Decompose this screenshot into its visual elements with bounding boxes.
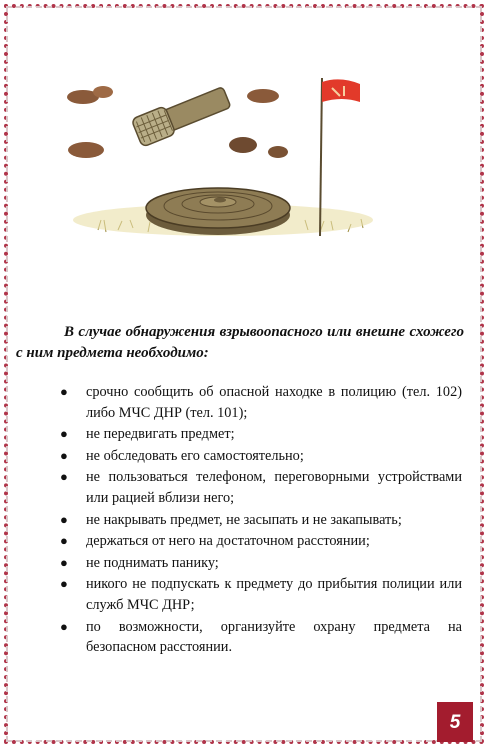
bullet-icon: ● xyxy=(60,447,68,463)
list-item-text: по возможности, организуйте охрану предмета на безопасном расстоянии. xyxy=(86,618,462,656)
list-item xyxy=(48,382,462,423)
list-item xyxy=(48,617,462,658)
list-item xyxy=(48,424,462,445)
bullet-icon: ● xyxy=(60,511,68,527)
bullet-icon: ● xyxy=(60,554,68,570)
list-item-text: не поднимать панику; xyxy=(86,554,219,571)
bullet-icon: ● xyxy=(60,426,68,442)
bullet-icon: ● xyxy=(60,618,68,634)
bullet-icon: ● xyxy=(60,384,68,399)
bullet-icon: ● xyxy=(60,533,68,549)
list-item-text: держаться от него на достаточном расстоянии; xyxy=(86,533,370,550)
instructions-list xyxy=(48,382,462,659)
list-item xyxy=(48,467,462,508)
list-item-text: не пользоваться телефоном, переговорными устройствами или рацией вблизи него; xyxy=(86,469,462,506)
bullet-icon: ● xyxy=(60,469,68,485)
list-item-text: срочно сообщить об опасной находке в полицию (тел. 102) либо МЧС ДНР (тел. 101); xyxy=(86,384,462,421)
page-number: 5 xyxy=(437,702,473,742)
heading: В случае обнаружения взрывоопасного или внешне схожего с ним предмета необходимо: xyxy=(16,324,464,361)
landmine-with-warning-flag-icon xyxy=(58,70,378,255)
list-item xyxy=(48,531,462,552)
list-item xyxy=(48,553,462,574)
list-item xyxy=(48,446,462,467)
list-item xyxy=(48,574,462,615)
list-item-text: не обследовать его самостоятельно; xyxy=(86,447,304,464)
list-item xyxy=(48,510,462,531)
bullet-icon: ● xyxy=(60,576,68,592)
list-item-text: не передвигать предмет; xyxy=(86,426,235,443)
list-item-text: не накрывать предмет, не засыпать и не закапывать; xyxy=(86,511,402,528)
list-item-text: никого не подпускать к предмету до прибытия полиции или служб МЧС ДНР; xyxy=(86,576,462,613)
